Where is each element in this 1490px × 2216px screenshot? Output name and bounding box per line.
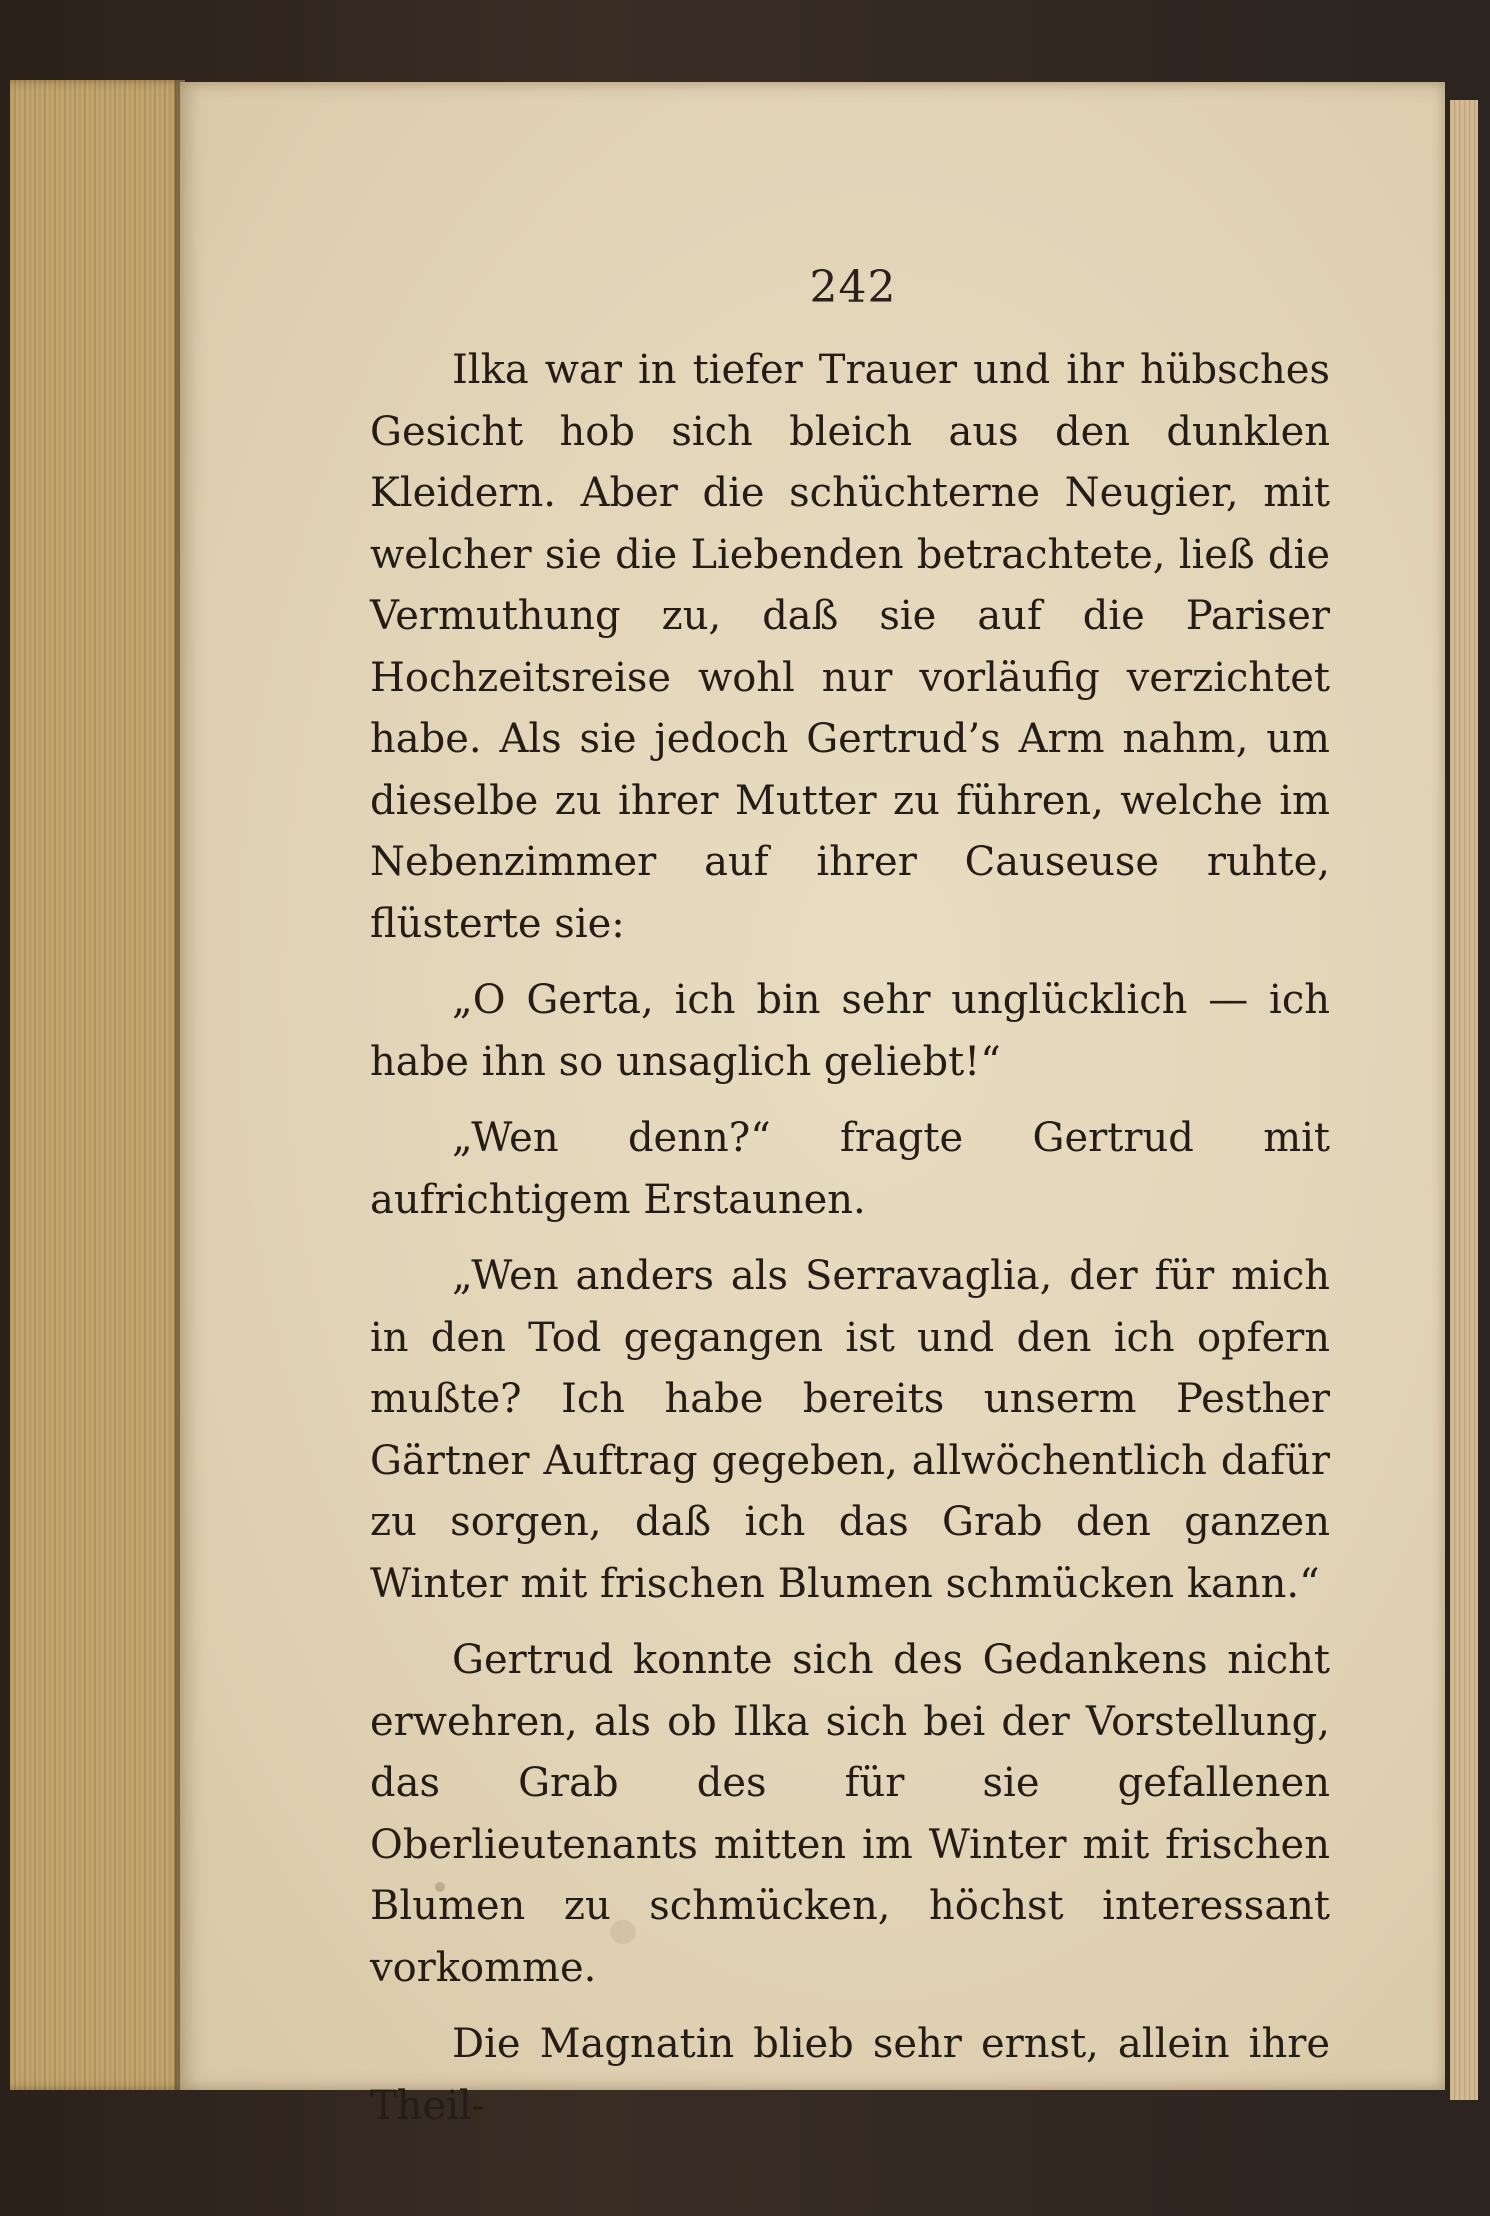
paragraph-1: Ilka war in tiefer Trauer und ihr hübsches Gesicht hob sich bleich aus den dunklen Kleidern. Aber die schüchterne Neugier, mit welcher sie die Liebenden betrachtete, ließ die Vermuthung zu, daß sie auf die Pariser Hochzeitsreise wohl nur vorläufig verzichtet habe. Als sie jedoch Gertrud’s Arm nahm, um dieselbe zu ihrer Mutter zu führen, welche im Nebenzimmer auf ihrer Causeuse ruhte, flüsterte sie:: [370, 347, 1330, 947]
paragraph-4: „Wen anders als Serravaglia, der für mich in den Tod gegangen ist und den ich opfern mußte? Ich habe bereits unserm Pesther Gärtner Auftrag gegeben, allwöchentlich dafür zu sorgen, daß ich das Grab den ganzen Winter mit frischen Blumen schmücken kann.“: [370, 1253, 1330, 1607]
paragraph-3: „Wen denn?“ fragte Gertrud mit aufrichtigem Erstaunen.: [370, 1115, 1330, 1223]
paragraph-5: Gertrud konnte sich des Gedankens nicht erwehren, als ob Ilka sich bei der Vorstellung, das Grab des für sie gefallenen Oberlieutenants mitten im Winter mit frischen Blumen zu schmücken, höchst interessant vorkomme.: [370, 1637, 1330, 1991]
body-text: [370, 340, 1330, 2152]
page-stack-left: [10, 80, 185, 2090]
paragraph-6: Die Magnatin blieb sehr ernst, allein ihre Theil-: [370, 2021, 1330, 2129]
paragraph-2: „O Gerta, ich bin sehr unglücklich — ich habe ihn so unsaglich geliebt!“: [370, 977, 1330, 1085]
page-stack-right: [1450, 100, 1478, 2100]
page-number: 242: [809, 262, 897, 313]
